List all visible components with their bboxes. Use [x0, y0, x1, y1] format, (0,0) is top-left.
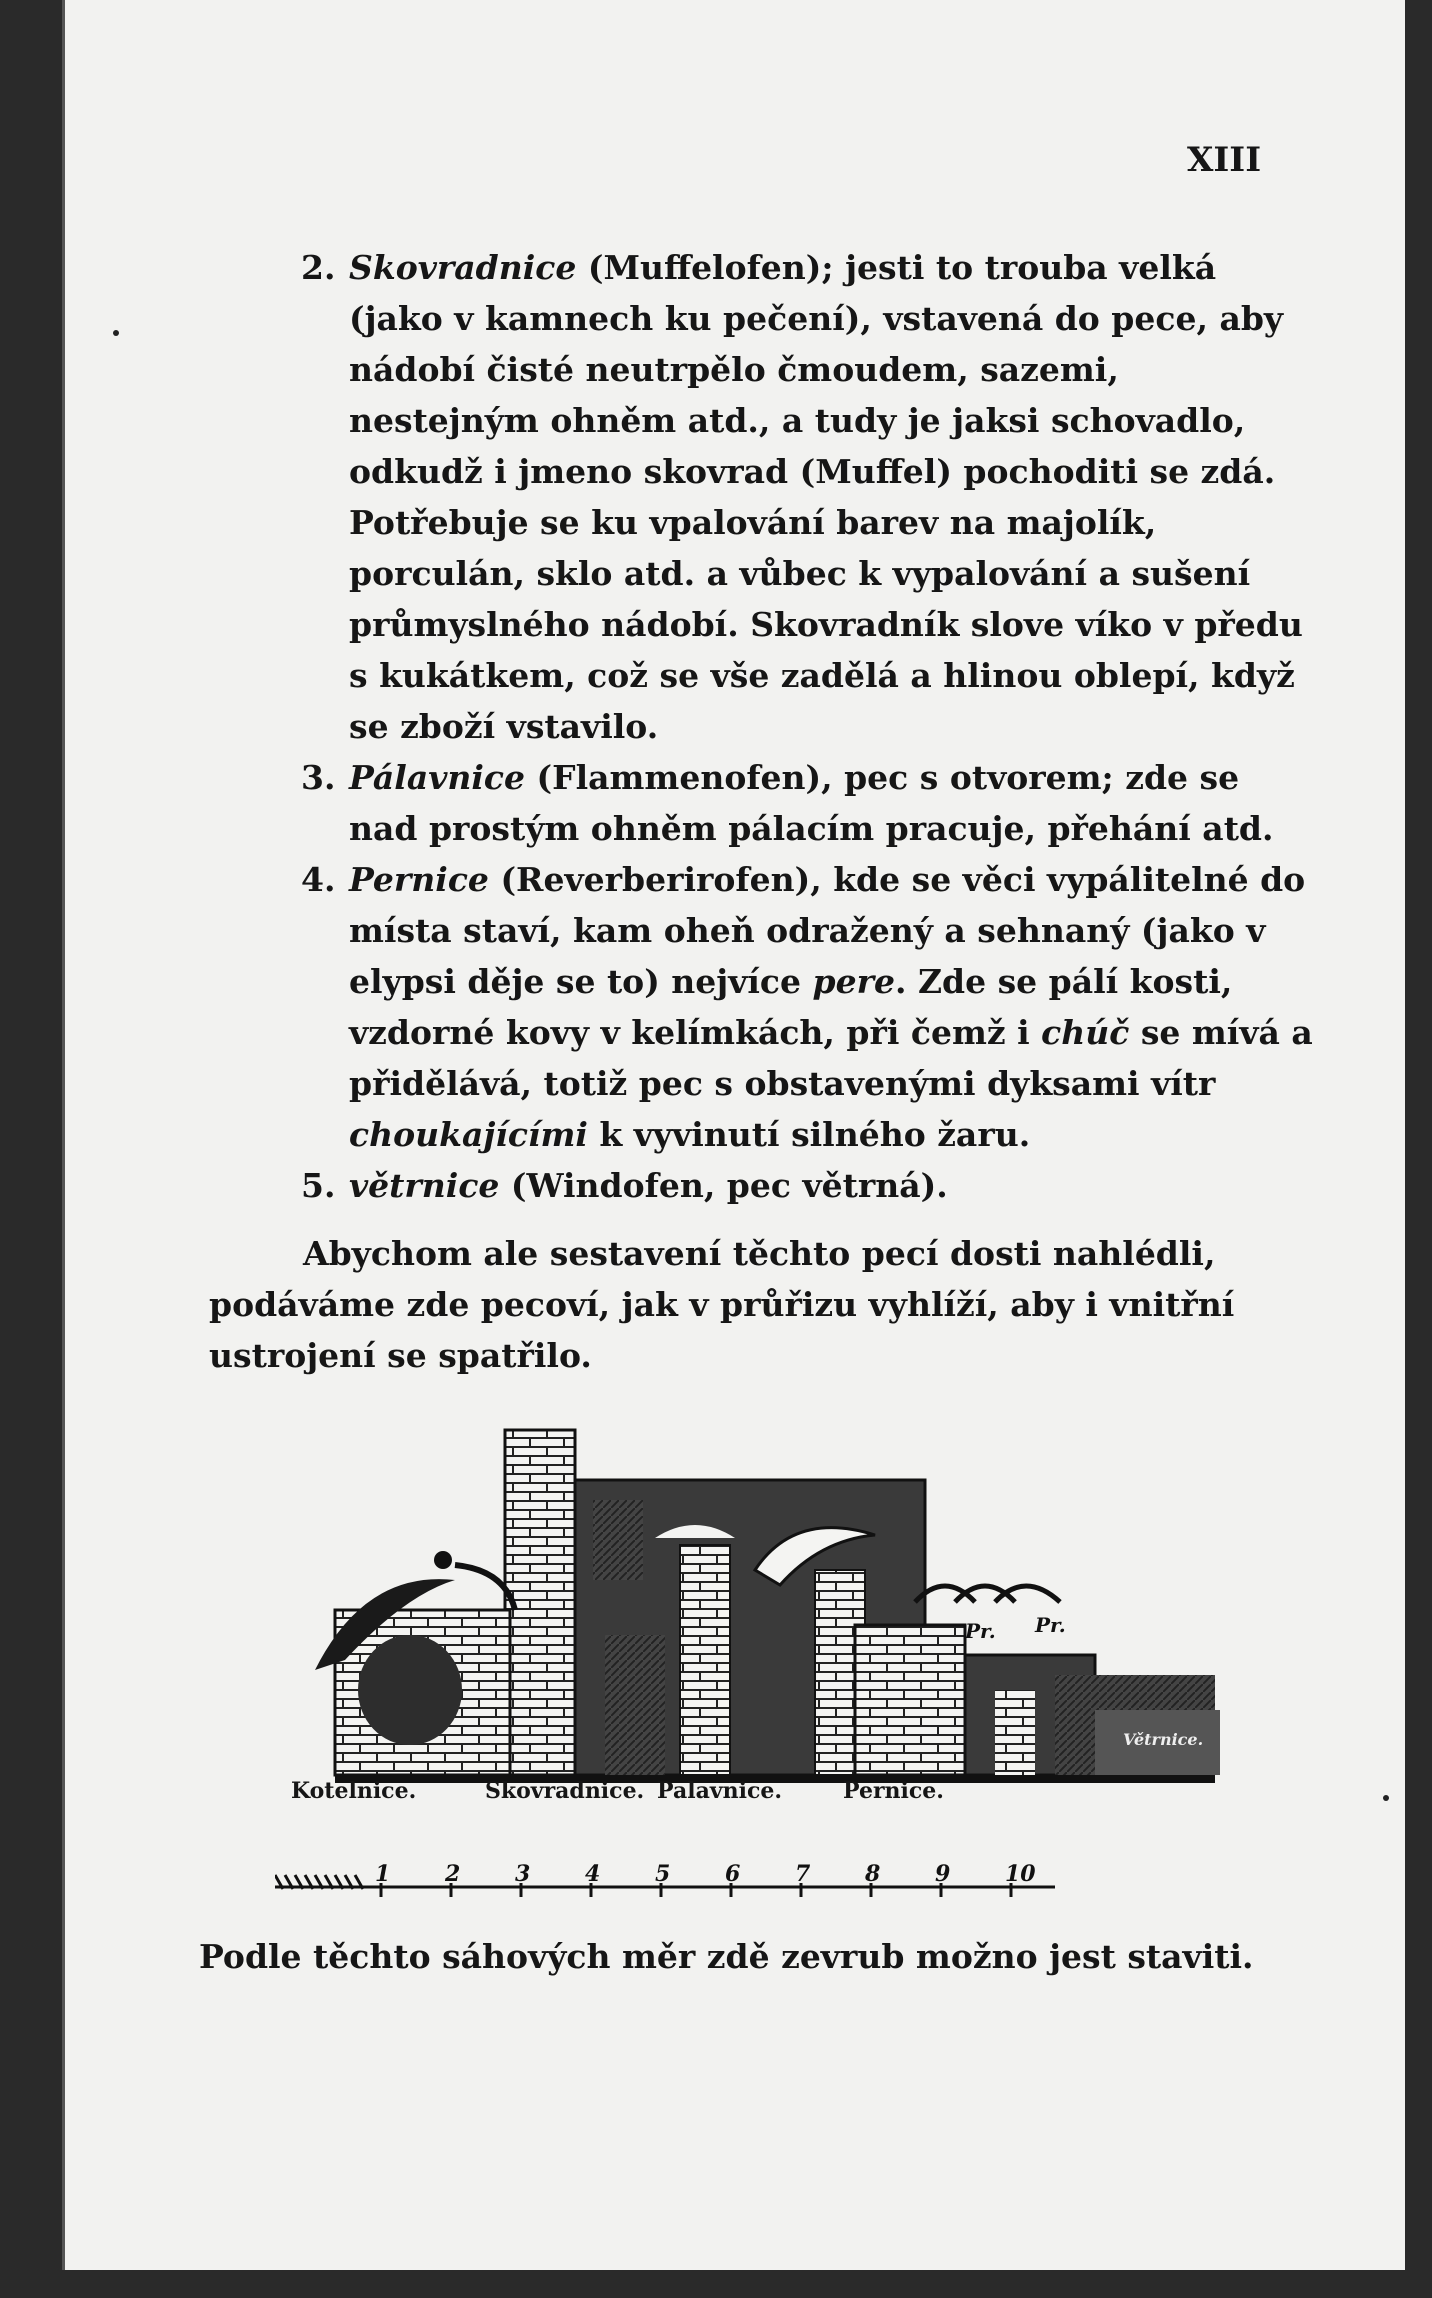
item-term: Pálavnice — [349, 758, 526, 797]
figure-caption: Větrnice. — [1123, 1730, 1204, 1749]
scale-mark-label: 7 — [795, 1861, 811, 1887]
item-german-term: (Windofen, pec větrná). — [510, 1166, 948, 1205]
page-speck — [1383, 1795, 1389, 1801]
list-item-3 — [301, 752, 1315, 854]
list-item-5 — [301, 1160, 1315, 1211]
furnace-cross-section-figure — [275, 1420, 1315, 1840]
item-number: 2. — [301, 248, 336, 287]
footer-text: Podle těchto sáhových měr zdě zevrub možno jest staviti. — [199, 1937, 1254, 1976]
boiler-vessel — [358, 1635, 462, 1745]
page-speck — [113, 330, 119, 336]
item-text: , pec s otvorem; zde se nad prostým ohněm pálacím pracuje, přehání atd. — [349, 758, 1274, 848]
scale-marks — [375, 1861, 1036, 1897]
fathom-scale — [275, 1855, 1275, 1905]
scale-mark-label: 5 — [655, 1861, 671, 1887]
item-term: Pernice — [349, 860, 489, 899]
item-german-term: (Flammenofen) — [536, 758, 822, 797]
item-text: , kde se věci vypálitelné do místa staví, kam oheň odražený a sehnaný (jako v elypsi děje se to) nejvíce — [349, 860, 1306, 1001]
item-text: . Zde se pálí kosti, vzdorné kovy v kelímkách, při čemž i — [349, 962, 1233, 1052]
item-term: Skovradnice — [349, 248, 577, 287]
scale-mark-label: 6 — [725, 1861, 741, 1887]
item-number: 5. — [301, 1166, 336, 1205]
item-italic-word: chúč — [1041, 1013, 1130, 1052]
scale-mark-label: 8 — [865, 1861, 881, 1887]
figure-label: Pr. — [965, 1619, 996, 1643]
list-item-4 — [301, 854, 1315, 1160]
figure-caption: Pernice. — [843, 1778, 944, 1804]
intro-paragraph — [209, 1228, 1315, 1381]
item-term: větrnice — [349, 1166, 500, 1205]
item-italic-word: pere — [812, 962, 895, 1001]
scale-mark-label: 2 — [445, 1861, 461, 1887]
scale-mark-label: 4 — [585, 1861, 601, 1887]
book-page — [62, 0, 1405, 2270]
item-german-term: (Muffelofen) — [587, 248, 822, 287]
scale-mark-label: 1 — [375, 1861, 391, 1887]
page-number: XIII — [1187, 140, 1262, 180]
figure-caption: Skovradnice. — [485, 1778, 645, 1804]
figure-caption: Kotelnice. — [291, 1778, 417, 1804]
item-german-term: (Reverberirofen) — [500, 860, 811, 899]
item-text: se mívá a přidělává, totiž pec s obstavenými dyksami vítr — [349, 1013, 1313, 1103]
item-number: 4. — [301, 860, 336, 899]
list-item-2 — [301, 242, 1315, 752]
item-italic-word: choukajícími — [349, 1115, 588, 1154]
item-number: 3. — [301, 758, 336, 797]
paragraph-text: Abychom ale sestavení těchto pecí dosti nahlédli, podáváme zde pecoví, jak v průřizu vyhlíží, aby i vnitřní ustrojení se spatřilo. — [209, 1234, 1235, 1375]
reverberatory-furnace — [855, 1625, 965, 1775]
scale-mark-label: 10 — [1005, 1861, 1036, 1887]
scale-mark-label: 3 — [515, 1861, 531, 1887]
scale-mark-label: 9 — [935, 1861, 951, 1887]
figure-label: Pr. — [1035, 1613, 1066, 1637]
figure-caption: Palavnice. — [657, 1778, 783, 1804]
item-text: ; jesti to trouba velká (jako v kamnech ku pečení), vstavená do pece, aby nádobí čisté neutrpělo čmoudem, sazemi, nestejným ohněm atd., a tudy je jaksi schovadlo, odkudž i jmeno skovrad (Muffel) pochoditi se zdá. Potřebuje se ku vpalování barev na majolík, porculán, sklo atd. a vůbec k vypalování a sušení průmyslného nádobí. Skovradník slove víko v předu s kukátkem, což se vše zadělá a hlinou oblepí, když se zboží vstavilo. — [349, 248, 1303, 746]
item-text: k vyvinutí silného žaru. — [587, 1115, 1031, 1154]
